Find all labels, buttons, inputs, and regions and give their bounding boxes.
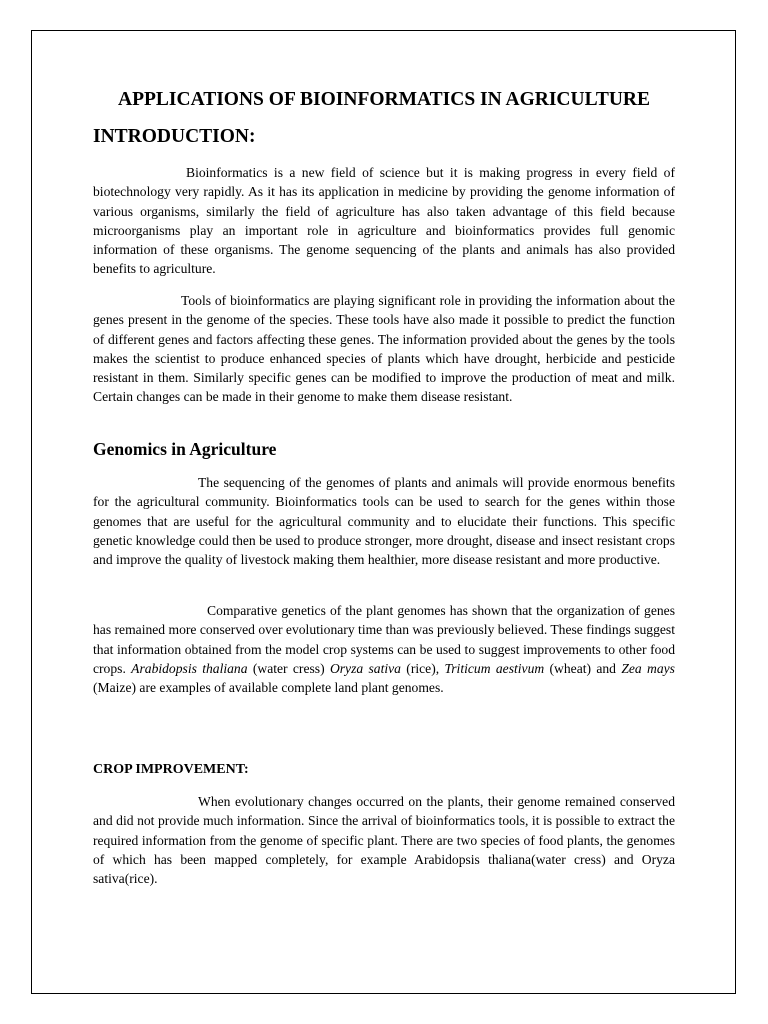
text-segment: (water cress) — [247, 660, 330, 676]
text-segment: (Maize) are examples of available complete land plant genomes. — [93, 680, 444, 696]
genomics-paragraph-2 — [93, 601, 675, 697]
species-name: Arabidopsis thaliana — [131, 660, 248, 676]
species-name: Zea mays — [621, 660, 675, 676]
species-name: Triticum aestivum — [444, 660, 545, 676]
crop-improvement-paragraph: When evolutionary changes occurred on the plants, their genome remained conserved and did not provide much information. Since the arrival of bioinformatics tools, it is possible to extract the required information from the genome of specific plant. There are two species of food plants, the genomes of which has been mapped completely, for example Arabidopsis thaliana(water cress) and Oryza sativa(rice). — [93, 794, 675, 887]
species-name: Oryza sativa — [329, 660, 401, 676]
text-segment: (wheat) and — [544, 660, 622, 676]
text-segment: (rice), — [400, 660, 445, 676]
text-segment: Comparative genetics of the plant genomes has shown that the organization of genes has remained more conserved over evolutionary time than was previously believed. These findings suggest that information obtained from the model crop systems can be used to suggest improvements to other food crops. — [93, 603, 675, 676]
crop-improvement-heading: CROP IMPROVEMENT: — [93, 762, 249, 777]
intro-paragraph-1: Bioinformatics is a new field of science but it is making progress in every field of biotechnology very rapidly. As it has its application in medicine by providing the genome information of various organisms, similarly the field of agriculture has also taken advantage of this field because microorganisms play an important role in agriculture and bioinformatics provides full genomic information of these organisms. The genome sequencing of the plants and animals has also provided benefits to agriculture. — [93, 165, 675, 277]
genomics-paragraph-1: The sequencing of the genomes of plants and animals will provide enormous benefits for the agricultural community. Bioinformatics tools can be used to search for the genes within those genomes that are useful for the agricultural community and to elucidate their functions. This specific genetic knowledge could then be used to produce stronger, more drought, disease and insect resistant crops and improve the quality of livestock making them healthier, more disease resistant and more productive. — [93, 475, 675, 568]
intro-paragraph-2: Tools of bioinformatics are playing significant role in providing the information about the genes present in the genome of the species. These tools have also made it possible to predict the function of different genes and factors affecting these genes. The information provided about the genes by the tools makes the scientist to produce enhanced species of plants which have drought, herbicide and pesticide resistant in them. Similarly specific genes can be modified to improve the production of meat and milk. Certain changes can be made in their genome to make them disease resistant. — [93, 293, 675, 405]
introduction-heading: INTRODUCTION: — [93, 126, 256, 147]
document-title: APPLICATIONS OF BIOINFORMATICS IN AGRICULTURE — [118, 89, 650, 110]
genomics-heading: Genomics in Agriculture — [93, 439, 277, 459]
